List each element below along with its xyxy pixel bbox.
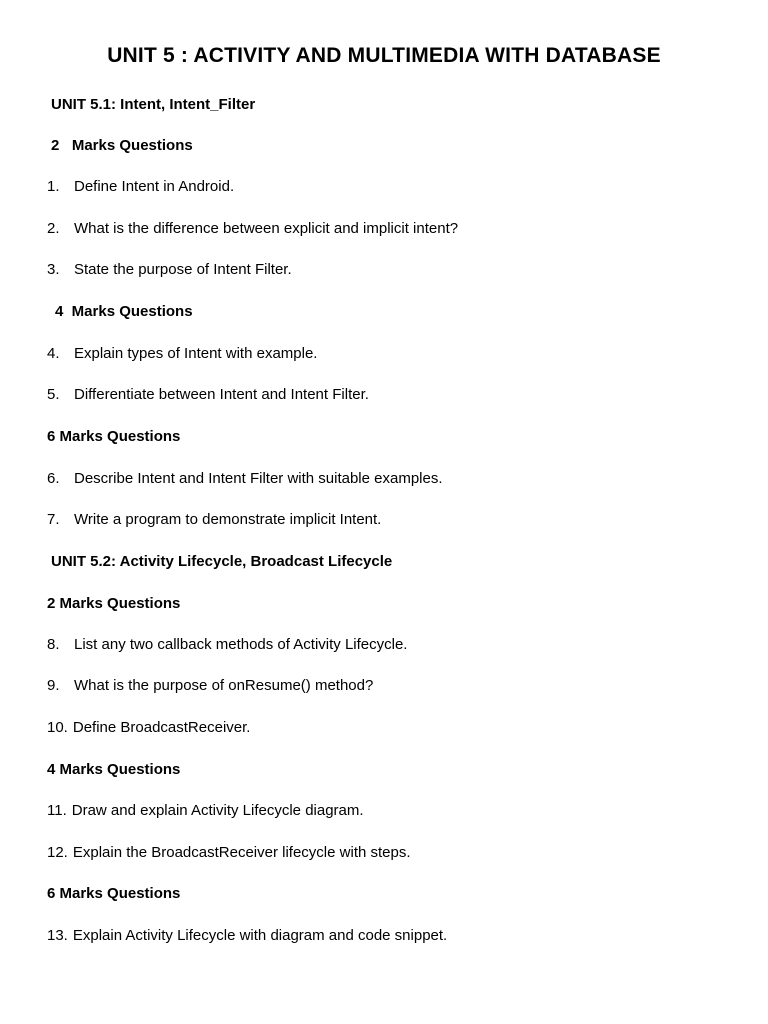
- question-text: Draw and explain Activity Lifecycle diagram.: [71, 802, 364, 819]
- question-item: [47, 677, 373, 694]
- marks-heading: 6 Marks Questions: [47, 885, 181, 902]
- question-text: What is the purpose of onResume() method?: [74, 677, 374, 694]
- question-number: 6.: [47, 470, 60, 487]
- marks-heading: 4 Marks Questions: [47, 761, 181, 778]
- question-item: [47, 220, 458, 237]
- question-item: [47, 178, 234, 195]
- question-number: 9.: [47, 677, 60, 694]
- question-item: [47, 927, 447, 944]
- question-text: Describe Intent and Intent Filter with suitable examples.: [74, 470, 443, 487]
- question-item: [47, 261, 292, 278]
- question-text: What is the difference between explicit and implicit intent?: [74, 220, 459, 237]
- question-number: 8.: [47, 636, 60, 653]
- question-number: 3.: [47, 261, 60, 278]
- question-text: Write a program to demonstrate implicit Intent.: [74, 511, 382, 528]
- marks-heading: 4 Marks Questions: [55, 303, 193, 320]
- question-item: [47, 844, 411, 861]
- page-title: UNIT 5 : ACTIVITY AND MULTIMEDIA WITH DATABASE: [107, 44, 661, 67]
- question-text: Define BroadcastReceiver.: [72, 719, 251, 736]
- question-number: 10.: [47, 719, 68, 736]
- question-number: 11.: [47, 802, 67, 819]
- question-text: Explain types of Intent with example.: [74, 345, 318, 362]
- question-number: 1.: [47, 178, 60, 195]
- question-item: [47, 345, 317, 362]
- question-text: List any two callback methods of Activity Lifecycle.: [74, 636, 408, 653]
- question-number: 2.: [47, 220, 60, 237]
- question-item: [47, 470, 443, 487]
- question-number: 12.: [47, 844, 68, 861]
- unit-heading: UNIT 5.2: Activity Lifecycle, Broadcast Lifecycle: [51, 553, 393, 570]
- question-item: [47, 386, 369, 403]
- question-number: 7.: [47, 511, 60, 528]
- question-text: Explain Activity Lifecycle with diagram and code snippet.: [72, 927, 448, 944]
- question-text: Define Intent in Android.: [74, 178, 235, 195]
- marks-heading: 6 Marks Questions: [47, 428, 181, 445]
- question-item: [47, 802, 364, 819]
- question-text: State the purpose of Intent Filter.: [74, 261, 292, 278]
- unit-heading: UNIT 5.1: Intent, Intent_Filter: [51, 96, 256, 113]
- question-number: 5.: [47, 386, 60, 403]
- question-number: 13.: [47, 927, 68, 944]
- question-text: Differentiate between Intent and Intent Filter.: [74, 386, 369, 403]
- question-number: 4.: [47, 345, 60, 362]
- question-item: [47, 719, 250, 736]
- question-item: [47, 636, 407, 653]
- marks-heading: 2 Marks Questions: [51, 137, 193, 154]
- question-item: [47, 511, 381, 528]
- marks-heading: 2 Marks Questions: [47, 595, 181, 612]
- question-text: Explain the BroadcastReceiver lifecycle with steps.: [72, 844, 411, 861]
